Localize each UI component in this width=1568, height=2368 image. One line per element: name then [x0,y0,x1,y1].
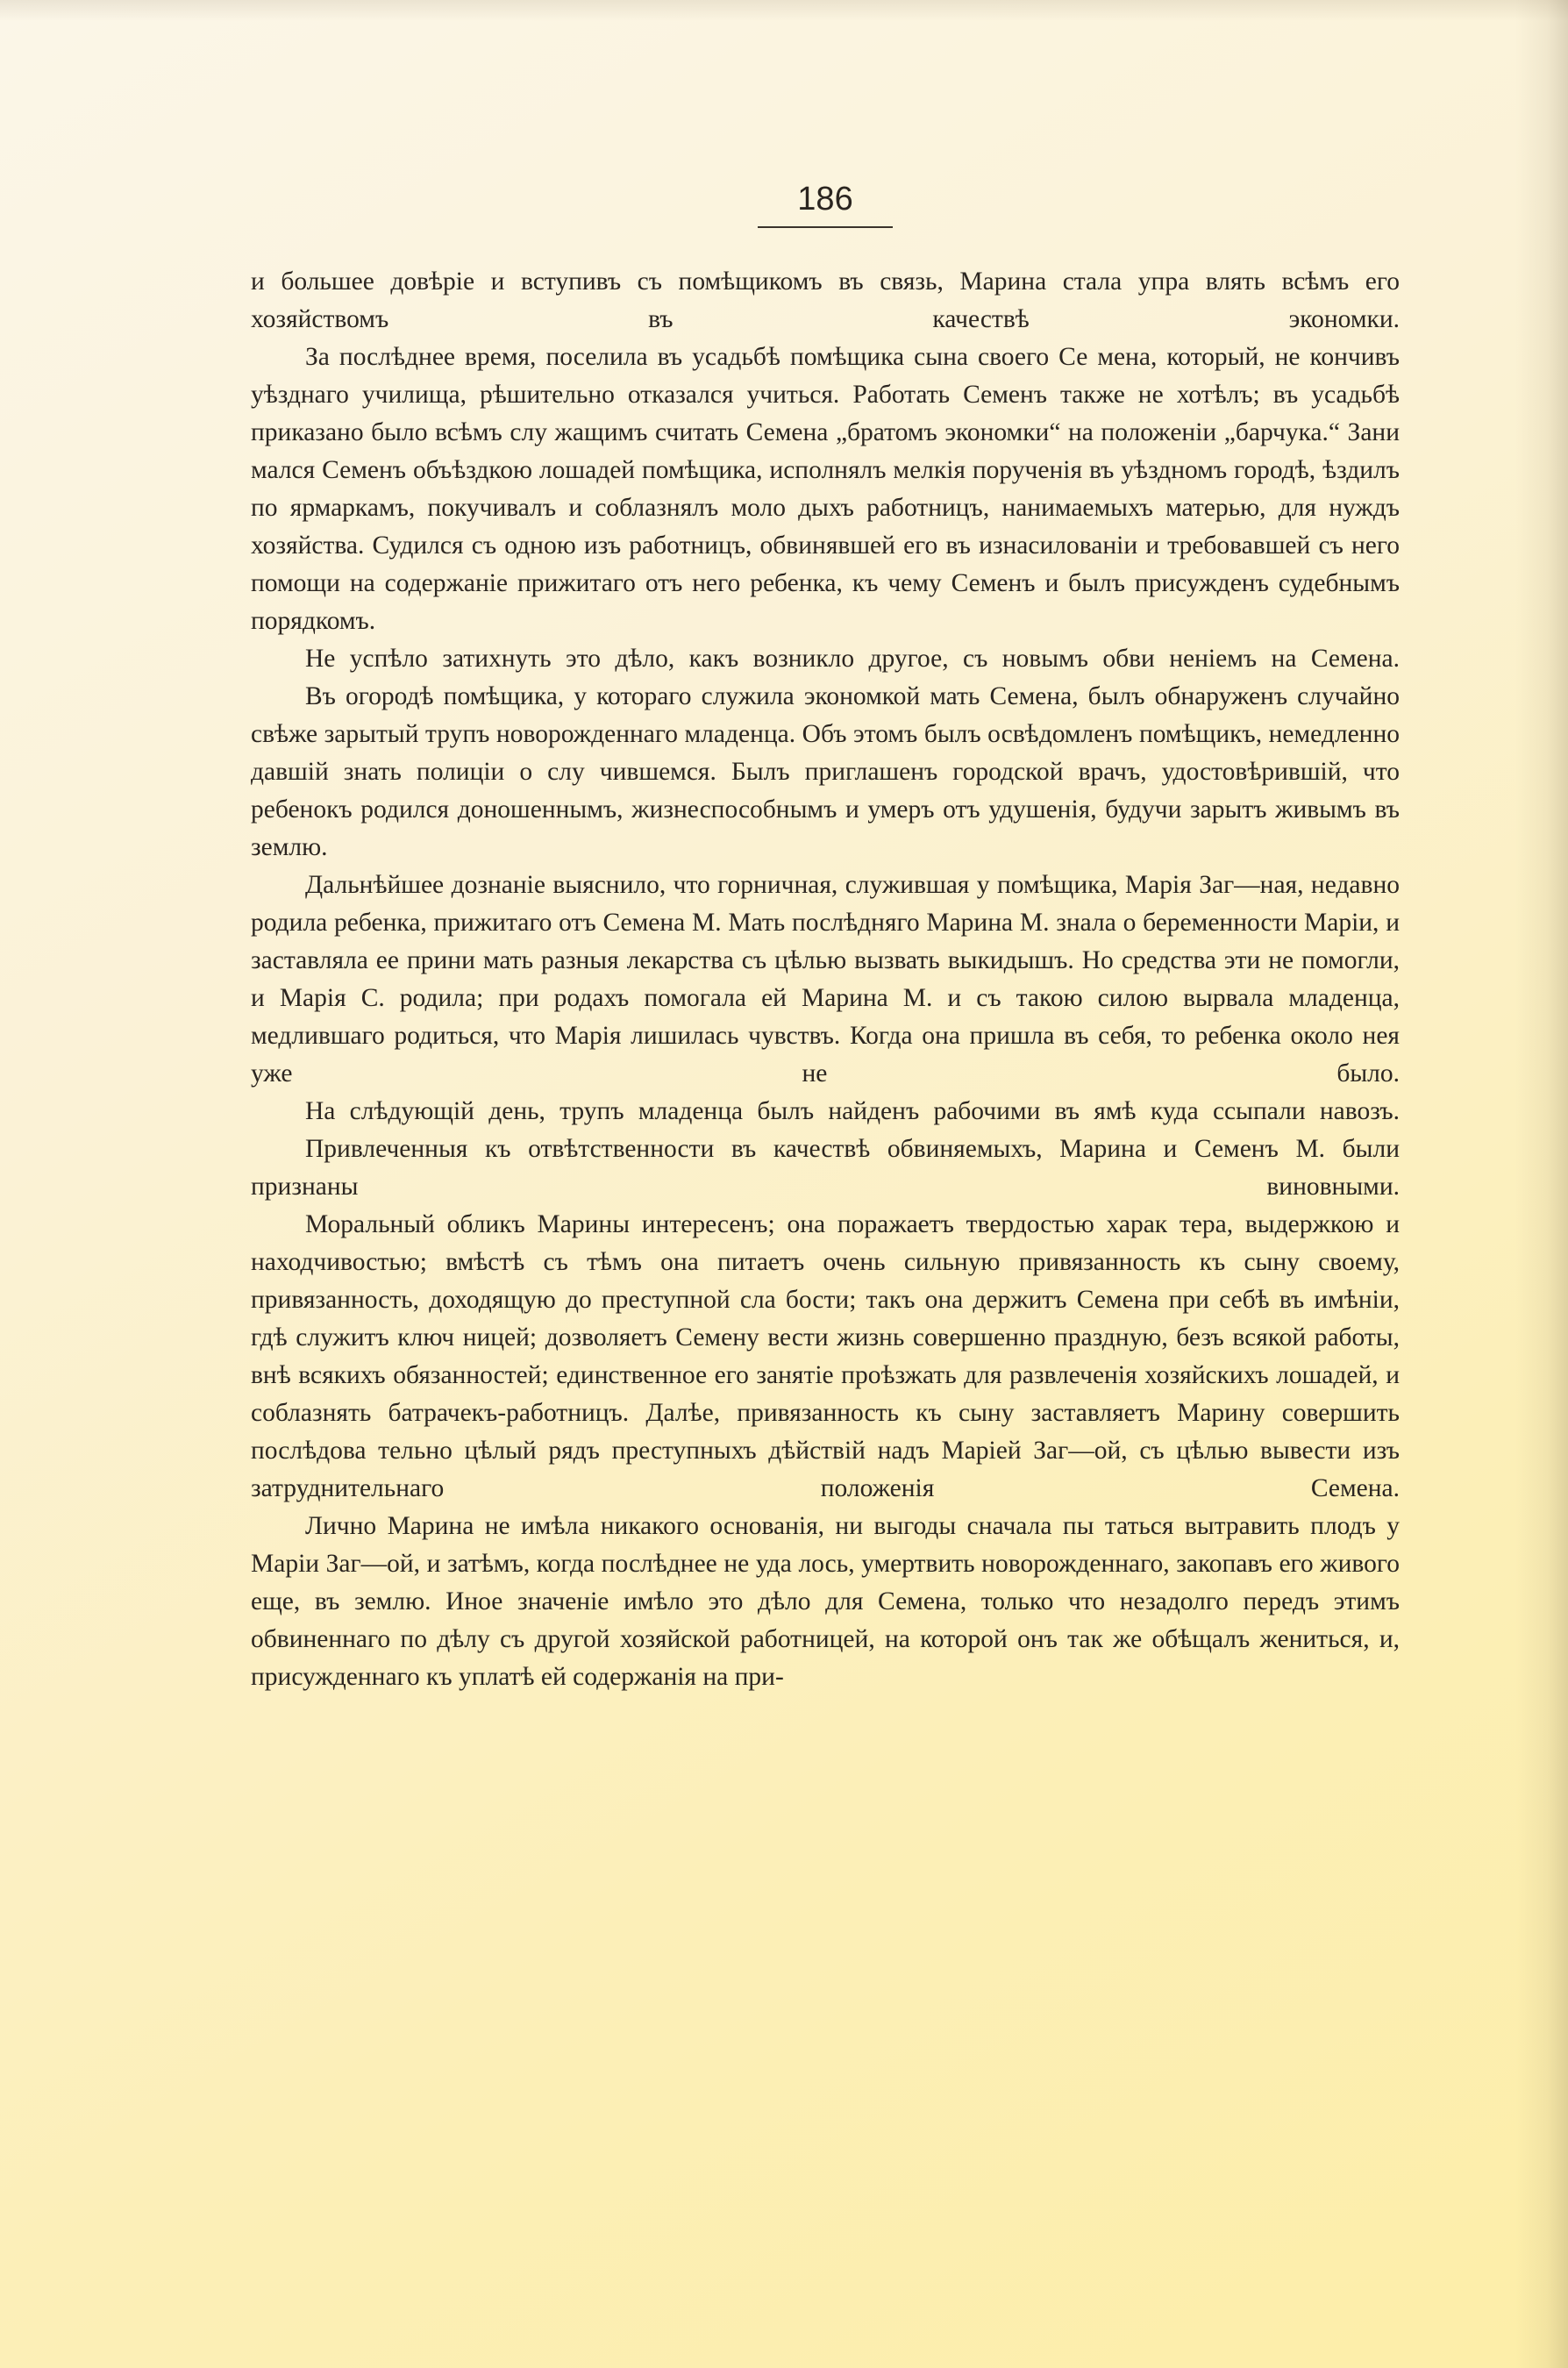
text-line: ницей; дозволяетъ Семену вести жизнь совершенно праздную, безъ всякой [462,1323,1315,1352]
page-shadow-top [0,0,1568,21]
text-line: Не успѣло затихнуть это дѣло, какъ возникло другое, съ новымъ обви [305,645,1155,673]
text-line: мался Семенъ объѣздкою лошадей помѣщика, исполнялъ мелкія порученія [251,456,1089,484]
text-line: же обѣщалъ жениться, и, присужденнаго къ уплатѣ ей содержанія на при- [251,1625,1400,1691]
paragraph [251,1508,1400,1696]
text-line: послѣдняго Марина М. знала о беременности Маріи, и заставляла ее прини [251,909,1400,974]
page-shadow-right [1515,0,1568,2368]
text-line: этомъ былъ освѣдомленъ помѣщикъ, немедленно давшій знать полиціи о слу [251,720,1400,786]
paragraph [251,1093,1400,1131]
text-line: Когда она пришла въ себя, то ребенка около нея уже не было. [251,1022,1400,1088]
paragraph [251,263,1400,339]
text-line: значеніе имѣло это дѣло для Семена, только что незадолго передъ этимъ [517,1587,1400,1616]
text-line: Семенъ М. были признаны виновными. [251,1135,1400,1201]
text-line: чившемся. Былъ приглашенъ городской врачъ, удостовѣрившій, что ребенокъ [251,758,1401,824]
text-line: помогли, и Марія С. родила; при родахъ помогала ей Марина М. и съ такою [251,946,1400,1012]
text-line: Марія Заг—ная, недавно родила ребенка, прижитаго отъ Семена М. Мать [251,871,1400,937]
text-line: него помощи на содержаніе прижитаго отъ него ребенка, къ чему Семенъ [251,531,1400,597]
text-line: За послѣднее время, поселила въ усадьбѣ помѣщика сына своего Се [305,343,1088,371]
text-line: зарытъ живымъ въ землю. [251,795,1400,861]
text-line: Въ огородѣ помѣщика, у котораго служила экономкой мать Семена, былъ [305,682,1155,710]
page-number: 186 [797,181,853,218]
text-line: жащимъ считать Семена „братомъ экономки“ на положеніи „барчука.“ Зани [554,418,1401,446]
text-line: Дальнѣйшее дознаніе выяснило, что горничная, служившая у помѣщика, [305,871,1125,899]
text-line: мена, который, не кончивъ уѣзднаго училища, рѣшительно отказался учиться. [251,343,1400,409]
paragraph [251,1131,1400,1206]
text-line: Далѣе, привязанность къ сыну заставляетъ Марину совершить послѣдова [251,1399,1401,1465]
text-line: вывести изъ затруднительнаго положенія Семена. [251,1437,1401,1502]
text-line: тельно цѣлый рядъ преступныхъ дѣйствій надъ Маріей Заг—ой, съ цѣлью [378,1437,1261,1465]
text-line: привязанность къ сыну своему, привязанность, доходящую до преступной сла [251,1248,1400,1314]
text-line: Лично Марина не имѣла никакого основанія, ни выгоды сначала пы [305,1512,1094,1540]
text-line: куда ссыпали навозъ. [1150,1097,1401,1125]
text-line: Привлеченныя къ отвѣтственности въ качествѣ обвиняемыхъ, Марина и [305,1135,1194,1163]
text-line: неніемъ на Семена. [1169,645,1400,673]
text-line: въ уѣздномъ городѣ, ѣздилъ по ярмаркамъ, покучивалъ и соблазнялъ моло [251,456,1400,522]
text-line: Моральный обликъ Марины интересенъ; она поражаетъ твердостью харак [305,1210,1168,1238]
paragraph [251,867,1400,1093]
text-line: и большее довѣріе и вступивъ съ помѣщикомъ въ связь, Марина стала упра [251,267,1190,296]
text-line: дыхъ работницъ, нанимаемыхъ матерью, для нуждъ хозяйства. Судился съ [251,494,1400,560]
text-line: обвиненнаго по дѣлу съ другой хозяйской работницей, на которой онъ так [251,1625,1103,1653]
text-line: для развлеченія хозяйскихъ лошадей, и соблазнять батрачекъ-работницъ. [251,1361,1400,1427]
text-line: мать разныя лекарства съ цѣлью вызвать выкидышъ. Но средства эти не [482,946,1302,974]
page-number-rule [758,226,893,228]
text-line: таться вытравить плодъ у Маріи Заг—ой, и затѣмъ, когда послѣднее не уда [251,1512,1400,1578]
text-line: силою вырвала младенца, медлившаго родиться, что Марія лишилась чувствъ. [251,984,1400,1050]
text-line: и былъ присужденъ судебнымъ порядкомъ. [251,569,1400,635]
text-line: тера, выдержкою и находчивостью; вмѣстѣ съ тѣмъ она питаетъ очень сильную [251,1210,1401,1276]
text-line: родился доношеннымъ, жизнеспособнымъ и умеръ отъ удушенія, будучи [360,795,1190,824]
paragraph [251,1206,1400,1508]
text-line: работы, внѣ всякихъ обязанностей; единственное его занятіе проѣзжать [251,1323,1401,1389]
paragraph [251,339,1400,640]
text-line: одною изъ работницъ, обвинявшей его въ изнасилованіи и требовавшей съ [504,531,1351,560]
text-line: бости; такъ она держитъ Семена при себѣ въ имѣніи, гдѣ служитъ ключ [251,1286,1401,1352]
text-line: обнаруженъ случайно свѣже зарытый трупъ новорожденнаго младенца. Объ [251,682,1400,748]
text-line: влять всѣмъ его хозяйствомъ въ качествѣ экономки. [251,267,1400,333]
text-line: Работать Семенъ также не хотѣлъ; въ усадьбѣ приказано было всѣмъ слу [251,381,1400,446]
text-line: На слѣдующій день, трупъ младенца былъ найденъ рабочими въ ямѣ [305,1097,1151,1125]
paragraph [251,678,1400,867]
paragraph [251,640,1400,678]
body-text [251,263,1400,1696]
text-line: лось, умертвить новорожденнаго, закопавъ его живого еще, въ землю. Иное [251,1550,1401,1616]
